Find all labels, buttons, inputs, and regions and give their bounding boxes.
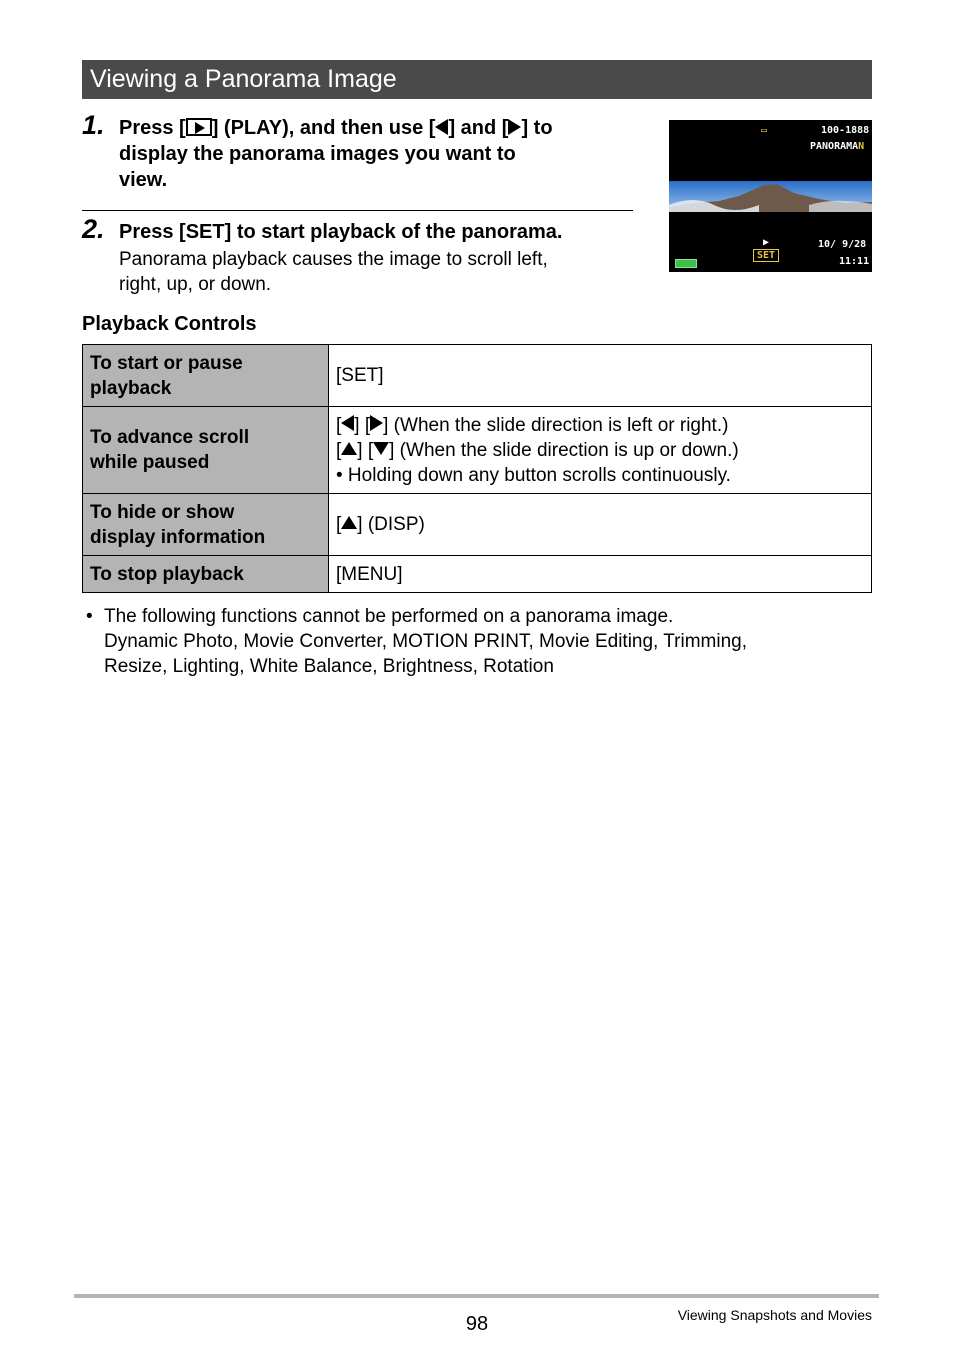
page-number: 98 xyxy=(465,1313,489,1335)
left-arrow-icon xyxy=(341,415,354,431)
play-marker-icon: ▶ xyxy=(763,237,770,248)
table-row xyxy=(83,345,872,407)
step-divider xyxy=(82,210,633,211)
play-icon xyxy=(186,118,212,136)
step-1-text-a: Press [ xyxy=(119,117,186,139)
action-cell: To hide or show display information xyxy=(83,494,329,556)
right-arrow-icon xyxy=(370,415,383,431)
table-row xyxy=(83,494,872,556)
up-arrow-icon xyxy=(341,516,357,529)
value-cell: [ ] [ ] (When the slide direction is left or right.) [ ] [ ] (When the slide direction is up or down.) • Holding down any button scrolls continuously. xyxy=(329,407,872,494)
file-number: 100-1888 xyxy=(821,125,870,136)
action-cell: To stop playback xyxy=(83,556,329,593)
playback-controls-heading: Playback Controls xyxy=(82,313,257,335)
set-label: SET xyxy=(753,249,779,262)
action-cell: To advance scroll while paused xyxy=(83,407,329,494)
action-cell: To start or pause playback xyxy=(83,345,329,407)
step-1-number: 1. xyxy=(82,110,105,140)
step-1-line-3: view. xyxy=(119,169,168,191)
panorama-mode-icon: ▭ xyxy=(761,125,768,136)
step-2-title: Press [SET] to start playback of the panorama. xyxy=(119,221,563,243)
step-2-description xyxy=(119,247,548,297)
step-2-desc-line-1: Panorama playback causes the image to scroll left, xyxy=(119,249,548,270)
note-bullet: • xyxy=(86,606,93,627)
battery-icon xyxy=(675,259,697,268)
up-arrow-icon xyxy=(341,442,357,455)
date: 10/ 9/28 xyxy=(818,239,867,250)
right-arrow-icon xyxy=(508,119,521,135)
step-2-desc-line-2: right, up, or down. xyxy=(119,274,272,295)
time: 11:11 xyxy=(839,256,870,267)
value-cell: [ ] (DISP) xyxy=(329,494,872,556)
table-row xyxy=(83,407,872,494)
left-arrow-icon xyxy=(435,119,448,135)
note-line-1: The following functions cannot be performed on a panorama image. xyxy=(104,606,674,627)
playback-controls-table xyxy=(82,344,872,593)
value-cell: [MENU] xyxy=(329,556,872,593)
panorama-landscape xyxy=(669,181,872,212)
note-line-3: Resize, Lighting, White Balance, Brightness, Rotation xyxy=(104,656,554,677)
mode-label: PANORAMAN xyxy=(810,141,865,152)
step-1-text-d: ] to xyxy=(521,117,553,139)
step-1-line-2: display the panorama images you want to xyxy=(119,143,516,165)
step-1-text-c: ] and [ xyxy=(448,117,509,139)
table-row xyxy=(83,556,872,593)
value-cell: [SET] xyxy=(329,345,872,407)
step-1-text xyxy=(119,115,639,193)
step-1-text-b: ] (PLAY), and then use [ xyxy=(211,117,436,139)
note-line-2: Dynamic Photo, Movie Converter, MOTION PRINT, Movie Editing, Trimming, xyxy=(104,631,748,652)
step-2-number: 2. xyxy=(82,214,105,244)
note-text xyxy=(104,604,864,679)
footer-rule xyxy=(74,1294,879,1298)
section-title: Viewing a Panorama Image xyxy=(82,60,872,99)
camera-screen-image xyxy=(669,120,872,272)
footer-section-title: Viewing Snapshots and Movies xyxy=(677,1307,872,1323)
down-arrow-icon xyxy=(373,442,389,455)
